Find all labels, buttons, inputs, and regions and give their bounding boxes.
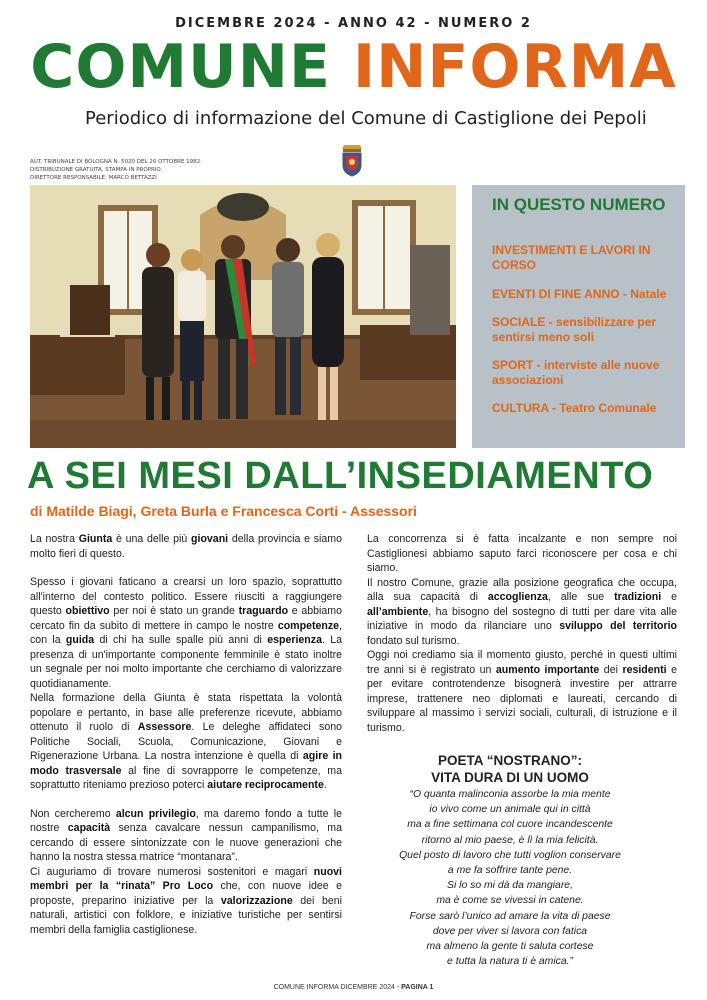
poem-line: io vivo come un animale qui in città xyxy=(429,804,591,816)
poem-title-line: VITA DURA DI UN UOMO xyxy=(431,770,589,785)
legal-line: DISTRIBUZIONE GRATUITA, STAMPA IN PROPRIO. xyxy=(30,167,163,173)
toc-title: IN QUESTO NUMERO xyxy=(492,195,666,214)
article-column-left xyxy=(30,532,342,937)
article-paragraph: Non cercheremo alcun privilegio, ma daremo fondo a tutte le nostre capacità senza cavalcare nessun campanilismo, ma cercando di essere sintonizzate con le nuove generazioni che hanno la nostra stessa matrice “montanara”. xyxy=(30,807,342,863)
headline: A SEI MESI DALL’INSEDIAMENTO xyxy=(27,455,654,497)
poem-line: e tutta la natura ti è amica.” xyxy=(447,956,573,968)
poem-body xyxy=(360,787,660,969)
article-paragraph: Spesso i giovani faticano a crearsi un loro spazio, soprattutto all'interno del contesto politico. Essere riusciti a raggiungere questo obiettivo per noi è stato un grande traguardo e abbiamo cercato fin da subito di mettere in campo le nostre competenze, con la guida di chi ha sulle spalle più anni di esperienza. La presenza di un'importante componente femminile è stato inoltre un segnale per noi molto importante che cerchiamo di valorizzare quotidianamente. xyxy=(30,576,342,690)
masthead xyxy=(0,30,707,104)
poem-line: dove per viver si lavora con fatica xyxy=(432,925,588,937)
page-footer xyxy=(0,984,707,991)
byline: di Matilde Biagi, Greta Burla e Francesca Corti - Assessori xyxy=(30,503,417,519)
poem-line: ritorno al mio paese, è lì la mia felicità. xyxy=(421,834,599,846)
legal-line: DIRETTORE RESPONSABILE: MARCO BETTAZZI xyxy=(30,175,157,181)
toc-item[interactable]: EVENTI DI FINE ANNO - Natale xyxy=(492,287,667,301)
toc-box xyxy=(472,185,685,448)
poem-line: ma a fine settimana col cuore incandescente xyxy=(407,819,613,831)
poem-line: “O quanta malinconia assorbe la mia mente xyxy=(409,789,611,800)
subtitle: Periodico di informazione del Comune di Castiglione dei Pepoli xyxy=(85,108,647,129)
poem-title-line: POETA “NOSTRANO”: xyxy=(438,753,582,768)
issue-line: DICEMBRE 2024 - ANNO 42 - NUMERO 2 xyxy=(175,16,532,31)
toc-item[interactable]: INVESTIMENTI E LAVORI IN CORSO xyxy=(492,243,651,272)
article-paragraph: Il nostro Comune, grazie alla posizione geografica che occupa, alla sua capacità di accoglienza, alle sue tradizioni e all’ambiente, ha bisogno del sostegno di tutti per dare vita alle iniziative in modo da rilanciare uno sviluppo del territorio fondato sul turismo. xyxy=(367,576,677,647)
footer-text: COMUNE INFORMA DICEMBRE 2024 - xyxy=(273,984,402,991)
masthead-word-2: INFORMA xyxy=(352,32,677,102)
poem-title xyxy=(380,752,640,786)
toc-item[interactable]: CULTURA - Teatro Comunale xyxy=(492,401,657,415)
article-paragraph: La concorrenza si è fatta incalzante e non sempre noi Castiglionesi abbiamo saputo farci riconoscere per cosa e chi siamo. xyxy=(367,533,677,574)
poem-line: ma almeno la gente ti saluta cortese xyxy=(426,941,594,953)
article-paragraph: Ci auguriamo di trovare numerosi sostenitori e magari nuovi membri per la “rinata” Pro Loco che, con nuove idee e proposte, preparino iniziative per la valorizzazione dei beni naturali, artistici con folklore, e iniziative turistiche per sentirsi membri della famiglia castiglionese. xyxy=(30,865,343,936)
toc-item[interactable]: SPORT - interviste alle nuove associazioni xyxy=(492,358,660,387)
masthead-word-1: COMUNE xyxy=(30,32,331,102)
article-column-right xyxy=(367,532,677,735)
poem-line: Forse sarò l’unico ad amare la vita di paese xyxy=(409,910,611,922)
legal-line: AUT. TRIBUNALE DI BOLOGNA N. 5020 DEL 20 OTTOBRE 1982. xyxy=(30,159,202,165)
municipal-crest-icon xyxy=(340,143,364,177)
article-paragraph: Oggi noi crediamo sia il momento giusto, perché in questi ultimi tre anni si è registrato un aumento importante dei residenti e per evitare controtendenze bisognerà investire per attrarre imprese, trattenere neo diplomati e laureati, cercando di sviluppare al massimo i servizi sociali, culturali, di istruzione e il turismo. xyxy=(367,649,678,734)
article-paragraph: La nostra Giunta è una delle più giovani della provincia e siamo molto fieri di questo. xyxy=(30,533,342,560)
toc-item[interactable]: SOCIALE - sensibilizzare per sentirsi meno soli xyxy=(492,315,657,344)
poem-line: a me fa soffrire tante pene. xyxy=(447,865,573,877)
legal-notice xyxy=(30,158,202,182)
article-paragraph: Nella formazione della Giunta è stata rispettata la volontà popolare e pertanto, in base alle preferenze ricevute, abbiamo ottenuto il ruolo di Assessore. Le deleghe affidateci sono Politiche Sociali, Scuola, Comunicazione, Giovani e Rigenerazione Urbana. La nostra intenzione è quella di agire in modo trasversale al fine di sovrapporre le competenze, ma soprattutto riteniamo prezioso poterci aiutare reciprocamente. xyxy=(30,692,343,791)
council-group-photo xyxy=(30,185,456,448)
page-number: PAGINA 1 xyxy=(401,984,434,991)
poem-line: ma è come se vivessi in catene. xyxy=(436,895,584,907)
poem-line: Si lo so mi dà da mangiare, xyxy=(447,880,573,892)
poem-line: Quel posto di lavoro che tutti voglion conservare xyxy=(399,849,621,861)
